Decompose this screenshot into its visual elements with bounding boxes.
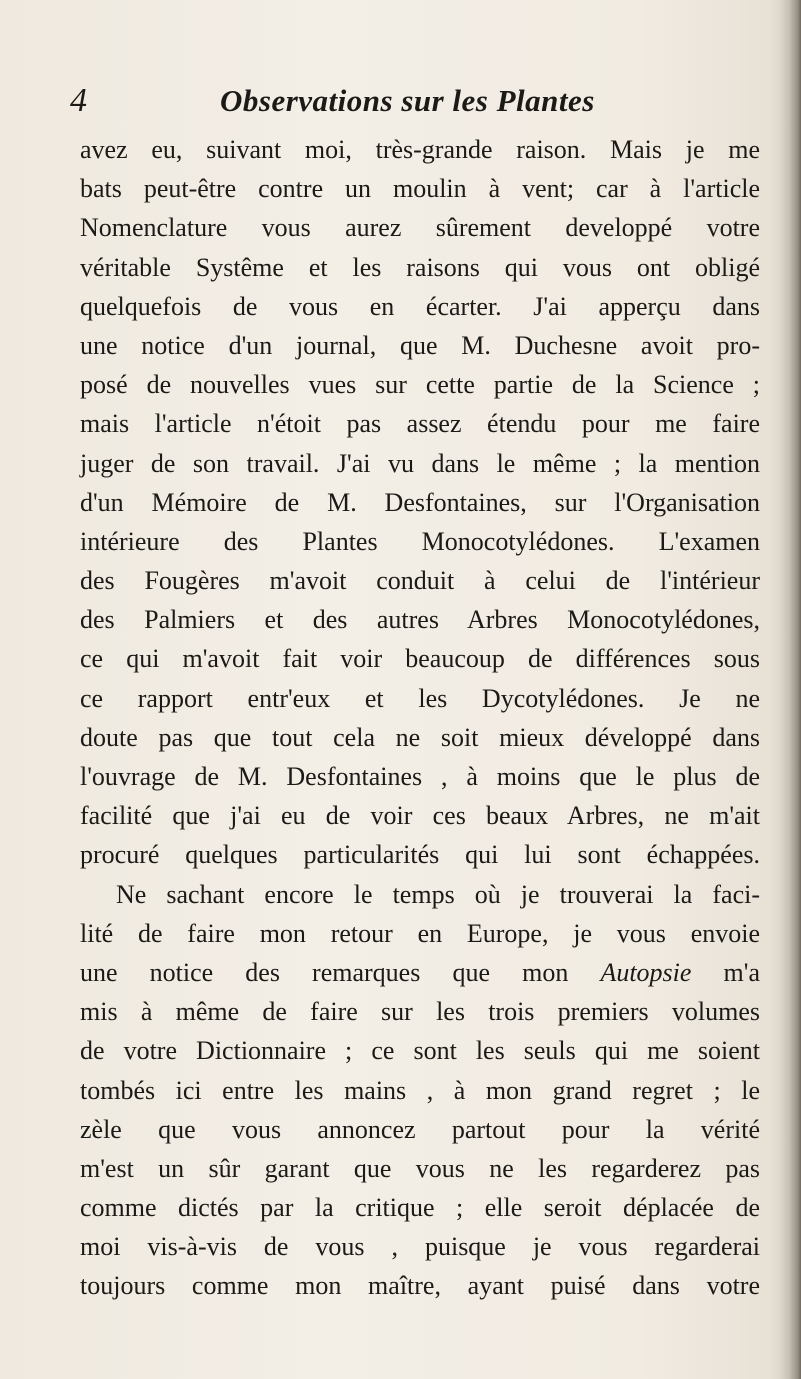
paragraph-start-line: Ne sachant encore le temps où je trouverai la faci- <box>116 879 760 909</box>
text-line: mais l'article n'étoit pas assez étendu pour me faire <box>80 409 760 439</box>
text-line: véritable Systême et les raisons qui vous ont obligé <box>80 252 760 282</box>
text-line: une notice d'un journal, que M. Duchesne avoit pro- <box>80 330 760 360</box>
text-line: avez eu, suivant moi, très-grande raison. Mais je me <box>80 135 760 164</box>
text-line: de votre Dictionnaire ; ce sont les seuls qui me soient <box>80 1036 760 1066</box>
italic-word-autopsie: Autopsie <box>600 957 692 987</box>
page-number: 4 <box>70 82 87 119</box>
text-line: comme dictés par la critique ; elle seroit déplacée de <box>80 1193 760 1223</box>
text-segment: m'a <box>723 957 760 987</box>
text-line: des Fougères m'avoit conduit à celui de l'intérieur <box>80 566 760 596</box>
text-line: l'ouvrage de M. Desfontaines , à moins que le plus de <box>80 762 760 791</box>
text-line: moi vis-à-vis de vous , puisque je vous regarderai <box>80 1232 760 1262</box>
text-line: d'un Mémoire de M. Desfontaines, sur l'Organisation <box>80 487 760 517</box>
text-line: bats peut-être contre un moulin à vent; car à l'article <box>80 174 760 204</box>
text-line: juger de son travail. J'ai vu dans le même ; la mention <box>80 448 760 478</box>
text-line: quelquefois de vous en écarter. J'ai apperçu dans <box>80 291 760 321</box>
text-line: doute pas que tout cela ne soit mieux développé dans <box>80 722 760 752</box>
text-line: des Palmiers et des autres Arbres Monocotylédones, <box>80 605 760 635</box>
text-line: posé de nouvelles vues sur cette partie de la Science ; <box>80 370 760 400</box>
text-line: ce qui m'avoit fait voir beaucoup de différences sous <box>80 644 760 674</box>
text-segment: une notice des remarques que mon <box>80 957 569 987</box>
page-gutter-shadow <box>779 0 801 1379</box>
text-line: zèle que vous annoncez partout pour la vérité <box>80 1114 760 1144</box>
text-line: intérieure des Plantes Monocotylédones. L'examen <box>80 526 760 556</box>
running-title: Observations sur les Plantes <box>220 83 595 118</box>
text-line: Nomenclature vous aurez sûrement developpé votre <box>80 213 760 243</box>
text-line: procuré quelques particularités qui lui sont échappées. <box>80 840 760 870</box>
text-line: mis à même de faire sur les trois premiers volumes <box>80 997 760 1027</box>
text-line: m'est un sûr garant que vous ne les regarderez pas <box>80 1153 760 1183</box>
body-text <box>80 130 760 1306</box>
text-line: facilité que j'ai eu de voir ces beaux Arbres, ne m'ait <box>80 801 760 831</box>
running-head <box>70 80 760 122</box>
text-line-with-italic <box>80 953 760 992</box>
text-line: tombés ici entre les mains , à mon grand regret ; le <box>80 1075 760 1105</box>
text-line: ce rapport entr'eux et les Dycotylédones. Je ne <box>80 683 760 713</box>
text-line: lité de faire mon retour en Europe, je vous envoie <box>80 918 760 948</box>
text-line: toujours comme mon maître, ayant puisé dans votre <box>80 1271 760 1301</box>
